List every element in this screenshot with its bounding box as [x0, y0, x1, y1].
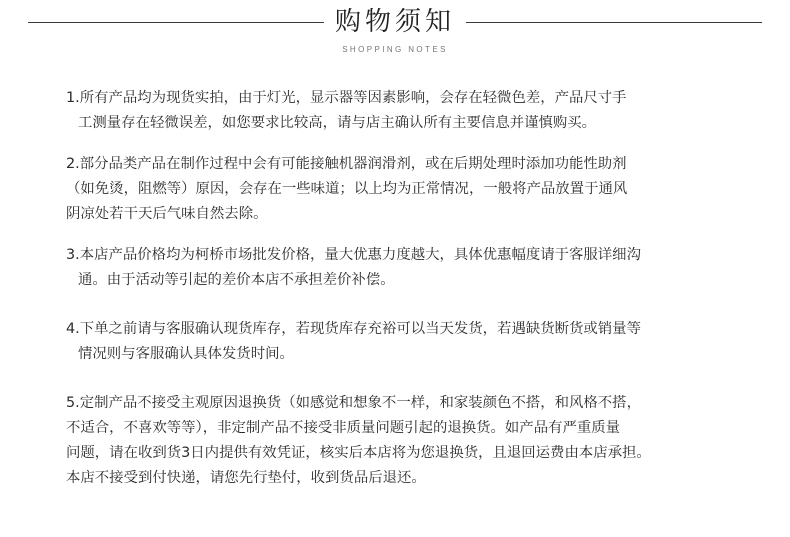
note-line: （如免烫，阻燃等）原因，会存在一些味道；以上均为正常情况，一般将产品放置于通风: [66, 181, 628, 197]
note-line: 3.本店产品价格均为柯桥市场批发价格，量大优惠力度越大，具体优惠幅度请于客服详细沟: [66, 247, 641, 263]
note-line: 阴凉处若干天后气味自然去除。: [66, 206, 268, 222]
note-line: 工测量存在轻微误差，如您要求比较高，请与店主确认所有主要信息并谨慎购买。: [78, 115, 597, 131]
note-line: 2.部分品类产品在制作过程中会有可能接触机器润滑剂，或在后期处理时添加功能性助剂: [66, 156, 627, 172]
note-line: 情况则与客服确认具体发货时间。: [78, 346, 294, 362]
note-item: [66, 391, 726, 491]
note-line: 不适合，不喜欢等等），非定制产品不接受非质量问题引起的退换货。如产品有严重质量: [66, 420, 621, 436]
note-item: [66, 243, 726, 293]
header-divider-right: [466, 22, 762, 23]
note-item: [66, 152, 726, 227]
header: [0, 0, 790, 60]
note-line: 5.定制产品不接受主观原因退换货（如感觉和想象不一样，和家装颜色不搭，和风格不搭，: [66, 395, 641, 411]
note-line: 通。由于活动等引起的差价本店不承担差价补偿。: [78, 272, 395, 288]
header-divider-left: [28, 22, 324, 23]
note-line: 4.下单之前请与客服确认现货库存，若现货库存充裕可以当天发货，若遇缺货断货或销量等: [66, 321, 641, 337]
page-title: 购物须知: [334, 7, 455, 37]
page-subtitle: SHOPPING NOTES: [342, 45, 448, 54]
notes-list: [66, 86, 726, 491]
note-line: 问题，请在收到货3日内提供有效凭证，核实后本店将为您退换货，且退回运费由本店承担。: [66, 445, 651, 461]
note-item: [66, 317, 726, 367]
note-line: 1.所有产品均为现货实拍，由于灯光，显示器等因素影响，会存在轻微色差，产品尺寸手: [66, 90, 627, 106]
note-line: 本店不接受到付快递，请您先行垫付，收到货品后退还。: [66, 470, 426, 486]
note-item: [66, 86, 726, 136]
